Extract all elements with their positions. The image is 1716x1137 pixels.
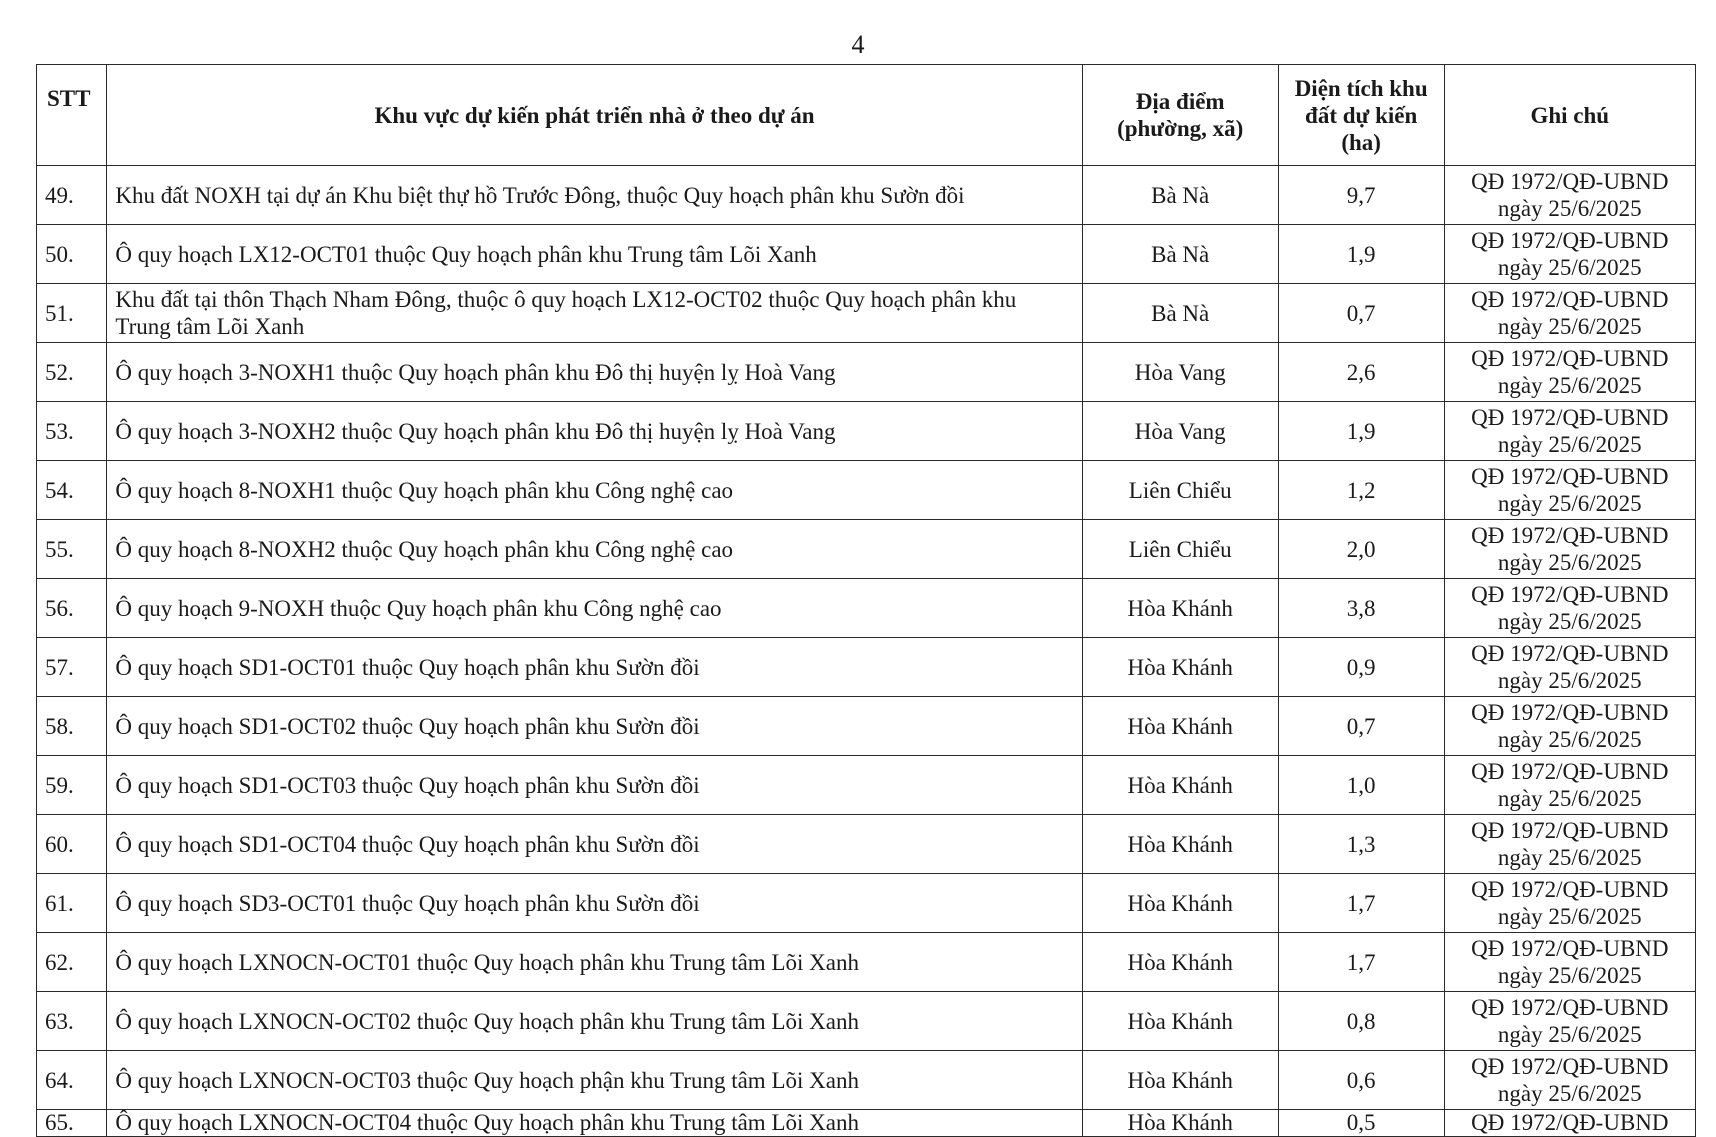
row-stt: 60. (37, 815, 107, 874)
note-decision-date: ngày 25/6/2025 (1497, 668, 1642, 693)
row-area-name: Ô quy hoạch 9-NOXH thuộc Quy hoạch phân khu Công nghệ cao (107, 579, 1082, 638)
table-row (37, 638, 1696, 697)
note-decision-date: ngày 25/6/2025 (1497, 196, 1642, 221)
row-area-name: Ô quy hoạch SD1-OCT03 thuộc Quy hoạch phân khu Sườn đồi (107, 756, 1082, 815)
row-note (1444, 874, 1695, 933)
row-land-area: 1,3 (1278, 815, 1444, 874)
row-location: Hòa Khánh (1082, 579, 1278, 638)
row-location: Bà Nà (1082, 225, 1278, 284)
note-decision-number: QĐ 1972/QĐ-UBND (1471, 582, 1669, 607)
row-note (1444, 166, 1695, 225)
row-location: Liên Chiểu (1082, 520, 1278, 579)
row-note (1444, 638, 1695, 697)
row-land-area: 0,7 (1278, 697, 1444, 756)
table-row (37, 874, 1696, 933)
note-decision-date: ngày 25/6/2025 (1497, 904, 1642, 929)
row-note (1444, 461, 1695, 520)
row-land-area: 2,0 (1278, 520, 1444, 579)
row-note (1444, 1110, 1695, 1137)
row-stt: 65. (37, 1110, 107, 1137)
page-number: 4 (851, 30, 865, 59)
row-note (1444, 933, 1695, 992)
note-decision-date: ngày 25/6/2025 (1497, 963, 1642, 988)
table-row (37, 520, 1696, 579)
note-decision-number: QĐ 1972/QĐ-UBND (1471, 700, 1669, 725)
table-row (37, 992, 1696, 1051)
row-stt: 62. (37, 933, 107, 992)
note-decision-date: ngày 25/6/2025 (1497, 550, 1642, 575)
table-row (37, 461, 1696, 520)
row-stt: 59. (37, 756, 107, 815)
note-decision-number: QĐ 1972/QĐ-UBND (1471, 228, 1669, 253)
row-land-area: 1,9 (1278, 402, 1444, 461)
row-note (1444, 697, 1695, 756)
row-area-name: Ô quy hoạch SD1-OCT01 thuộc Quy hoạch phân khu Sườn đồi (107, 638, 1082, 697)
housing-development-table (36, 64, 1696, 1137)
row-area-name: Ô quy hoạch 8-NOXH2 thuộc Quy hoạch phân khu Công nghệ cao (107, 520, 1082, 579)
row-land-area: 1,0 (1278, 756, 1444, 815)
row-location: Hòa Khánh (1082, 1051, 1278, 1110)
row-location: Hòa Khánh (1082, 1110, 1278, 1137)
table-row (37, 225, 1696, 284)
row-note (1444, 520, 1695, 579)
note-decision-number: QĐ 1972/QĐ-UBND (1471, 1110, 1669, 1135)
note-decision-number: QĐ 1972/QĐ-UBND (1471, 287, 1669, 312)
note-decision-date: ngày 25/6/2025 (1497, 432, 1642, 457)
row-area-name: Ô quy hoạch SD1-OCT04 thuộc Quy hoạch phân khu Sườn đồi (107, 815, 1082, 874)
note-decision-number: QĐ 1972/QĐ-UBND (1471, 641, 1669, 666)
row-location: Hòa Khánh (1082, 874, 1278, 933)
note-decision-number: QĐ 1972/QĐ-UBND (1471, 169, 1669, 194)
row-area-name: Ô quy hoạch SD3-OCT01 thuộc Quy hoạch phân khu Sườn đồi (107, 874, 1082, 933)
note-decision-date: ngày 25/6/2025 (1497, 373, 1642, 398)
row-land-area: 0,6 (1278, 1051, 1444, 1110)
row-note (1444, 579, 1695, 638)
header-row (37, 65, 1696, 166)
table-row (37, 1051, 1696, 1110)
row-location: Bà Nà (1082, 166, 1278, 225)
row-note (1444, 343, 1695, 402)
note-decision-number: QĐ 1972/QĐ-UBND (1471, 759, 1669, 784)
row-area-name: Ô quy hoạch 8-NOXH1 thuộc Quy hoạch phân khu Công nghệ cao (107, 461, 1082, 520)
note-decision-number: QĐ 1972/QĐ-UBND (1471, 995, 1669, 1020)
row-location: Hòa Khánh (1082, 992, 1278, 1051)
row-location: Bà Nà (1082, 284, 1278, 343)
row-note (1444, 756, 1695, 815)
row-area-name: Ô quy hoạch LXNOCN-OCT04 thuộc Quy hoạch phân khu Trung tâm Lõi Xanh (107, 1110, 1082, 1137)
row-land-area: 1,7 (1278, 933, 1444, 992)
row-stt: 53. (37, 402, 107, 461)
row-location: Hòa Khánh (1082, 933, 1278, 992)
note-decision-number: QĐ 1972/QĐ-UBND (1471, 936, 1669, 961)
row-land-area: 9,7 (1278, 166, 1444, 225)
table-row (37, 402, 1696, 461)
note-decision-date: ngày 25/6/2025 (1497, 786, 1642, 811)
header-location: Địa điểm (phường, xã) (1082, 65, 1278, 166)
note-decision-date: ngày 25/6/2025 (1497, 1022, 1642, 1047)
row-land-area: 3,8 (1278, 579, 1444, 638)
table-row (37, 815, 1696, 874)
row-note (1444, 1051, 1695, 1110)
row-land-area: 0,9 (1278, 638, 1444, 697)
note-decision-date: ngày 25/6/2025 (1497, 727, 1642, 752)
row-stt: 52. (37, 343, 107, 402)
row-land-area: 0,5 (1278, 1110, 1444, 1137)
header-area-name: Khu vực dự kiến phát triển nhà ở theo dự án (107, 65, 1082, 166)
note-decision-number: QĐ 1972/QĐ-UBND (1471, 523, 1669, 548)
note-decision-number: QĐ 1972/QĐ-UBND (1471, 818, 1669, 843)
row-note (1444, 992, 1695, 1051)
note-decision-number: QĐ 1972/QĐ-UBND (1471, 464, 1669, 489)
row-location: Hòa Khánh (1082, 756, 1278, 815)
row-stt: 63. (37, 992, 107, 1051)
row-land-area: 2,6 (1278, 343, 1444, 402)
row-area-name: Ô quy hoạch LXNOCN-OCT03 thuộc Quy hoạch phận khu Trung tâm Lõi Xanh (107, 1051, 1082, 1110)
row-stt: 49. (37, 166, 107, 225)
row-location: Liên Chiểu (1082, 461, 1278, 520)
note-decision-date: ngày 25/6/2025 (1497, 845, 1642, 870)
note-decision-number: QĐ 1972/QĐ-UBND (1471, 877, 1669, 902)
row-area-name: Khu đất tại thôn Thạch Nham Đông, thuộc ô quy hoạch LX12-OCT02 thuộc Quy hoạch phân khu Trung tâm Lõi Xanh (107, 284, 1082, 343)
table-row (37, 343, 1696, 402)
row-area-name: Ô quy hoạch LXNOCN-OCT01 thuộc Quy hoạch phân khu Trung tâm Lõi Xanh (107, 933, 1082, 992)
row-area-name: Ô quy hoạch 3-NOXH2 thuộc Quy hoạch phân khu Đô thị huyện lỵ Hoà Vang (107, 402, 1082, 461)
row-stt: 50. (37, 225, 107, 284)
row-land-area: 1,7 (1278, 874, 1444, 933)
note-decision-date: ngày 25/6/2025 (1497, 491, 1642, 516)
row-location: Hòa Khánh (1082, 697, 1278, 756)
row-stt: 58. (37, 697, 107, 756)
note-decision-date: ngày 25/6/2025 (1497, 314, 1642, 339)
table-body (37, 166, 1696, 1137)
row-stt: 55. (37, 520, 107, 579)
note-decision-number: QĐ 1972/QĐ-UBND (1471, 1054, 1669, 1079)
row-note (1444, 402, 1695, 461)
row-stt: 61. (37, 874, 107, 933)
header-stt: STT (37, 65, 107, 166)
row-stt: 54. (37, 461, 107, 520)
row-area-name: Ô quy hoạch LX12-OCT01 thuộc Quy hoạch phân khu Trung tâm Lõi Xanh (107, 225, 1082, 284)
note-decision-date: ngày 25/6/2025 (1497, 255, 1642, 280)
row-location: Hòa Khánh (1082, 638, 1278, 697)
table-row (37, 166, 1696, 225)
row-location: Hòa Khánh (1082, 815, 1278, 874)
row-stt: 56. (37, 579, 107, 638)
table-row (37, 1110, 1696, 1137)
note-decision-number: QĐ 1972/QĐ-UBND (1471, 346, 1669, 371)
row-area-name: Ô quy hoạch SD1-OCT02 thuộc Quy hoạch phân khu Sườn đồi (107, 697, 1082, 756)
row-note (1444, 815, 1695, 874)
row-land-area: 1,9 (1278, 225, 1444, 284)
row-stt: 64. (37, 1051, 107, 1110)
row-area-name: Ô quy hoạch LXNOCN-OCT02 thuộc Quy hoạch phân khu Trung tâm Lõi Xanh (107, 992, 1082, 1051)
row-location: Hòa Vang (1082, 343, 1278, 402)
row-stt: 57. (37, 638, 107, 697)
table-row (37, 933, 1696, 992)
row-note (1444, 225, 1695, 284)
row-stt: 51. (37, 284, 107, 343)
note-decision-date: ngày 25/6/2025 (1497, 1081, 1642, 1106)
table-row (37, 697, 1696, 756)
table-row (37, 756, 1696, 815)
row-area-name: Khu đất NOXH tại dự án Khu biệt thự hồ Trước Đông, thuộc Quy hoạch phân khu Sườn đồi (107, 166, 1082, 225)
row-location: Hòa Vang (1082, 402, 1278, 461)
row-note (1444, 284, 1695, 343)
header-note: Ghi chú (1444, 65, 1695, 166)
header-land-area: Diện tích khu đất dự kiến (ha) (1278, 65, 1444, 166)
table-row (37, 579, 1696, 638)
row-land-area: 1,2 (1278, 461, 1444, 520)
row-land-area: 0,7 (1278, 284, 1444, 343)
note-decision-number: QĐ 1972/QĐ-UBND (1471, 405, 1669, 430)
row-land-area: 0,8 (1278, 992, 1444, 1051)
table-row (37, 284, 1696, 343)
row-area-name: Ô quy hoạch 3-NOXH1 thuộc Quy hoạch phân khu Đô thị huyện lỵ Hoà Vang (107, 343, 1082, 402)
note-decision-date: ngày 25/6/2025 (1497, 609, 1642, 634)
table-header (37, 65, 1696, 166)
